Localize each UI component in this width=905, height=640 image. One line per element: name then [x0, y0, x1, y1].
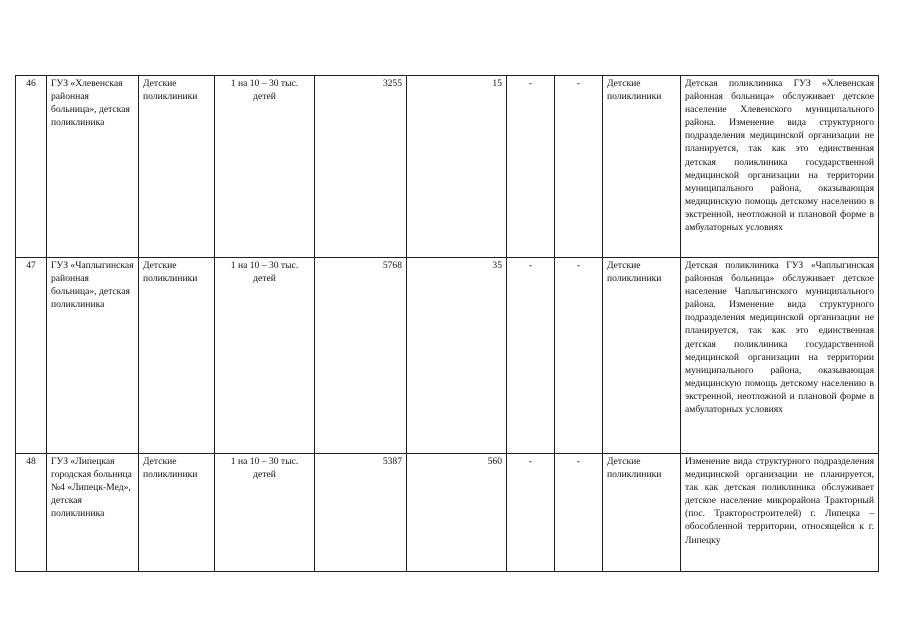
norm-value: 1 на 10 – 30 тыс. детей — [215, 258, 315, 454]
note-text: Детская поликлиника ГУЗ «Хлевенская районная больница» обслуживает детское население Хлевенского муниципального района. Изменение вида структурного подразделения медицинской организации не планируется, так как это единственная детская поликлиника государственной медицинской организации на территории муниципального района, оказывающая медицинскую помощь детскому населению в экстренной, неотложной и плановой форме в амбулаторных условиях — [681, 76, 879, 258]
table-row — [16, 454, 879, 572]
norm-value: 1 на 10 – 30 тыс. детей — [215, 76, 315, 258]
facility-type: Детские поликлиники — [139, 454, 215, 572]
dash-cell: - — [555, 454, 603, 572]
dash-cell: - — [555, 258, 603, 454]
population-value: 5387 — [315, 454, 407, 572]
distance-value: 15 — [407, 76, 507, 258]
note-text: Детская поликлиника ГУЗ «Чаплыгинская районная больница» обслуживает детское население Чаплыгинского муниципального района. Изменение вида структурного подразделения медицинской организации не планируется, так как это единственная детская поликлиника государственной медицинской организации на территории муниципального района, оказывающая медицинскую помощь детскому населению в экстренной, неотложной и плановой форме в амбулаторных условиях — [681, 258, 879, 454]
table-row — [16, 258, 879, 454]
distance-value: 35 — [407, 258, 507, 454]
note-text: Изменение вида структурного подразделения медицинской организации не планируется, так как детская поликлиника обслуживает детское население микрорайона Тракторный (пос. Тракторостроителей) г. Липецка – обособленной территории, относящейся к г. Липецку — [681, 454, 879, 572]
organization-name: ГУЗ «Чаплыгинская районная больница», детская поликлиника — [47, 258, 139, 454]
row-number: 46 — [16, 76, 47, 258]
norm-value: 1 на 10 – 30 тыс. детей — [215, 454, 315, 572]
dash-cell: - — [507, 258, 555, 454]
row-number: 47 — [16, 258, 47, 454]
organization-name: ГУЗ «Хлевенская районная больница», детская поликлиника — [47, 76, 139, 258]
population-value: 3255 — [315, 76, 407, 258]
facility-type: Детские поликлиники — [139, 76, 215, 258]
dash-cell: - — [555, 76, 603, 258]
facility-type-target: Детские поликлиники — [603, 258, 681, 454]
facility-type: Детские поликлиники — [139, 258, 215, 454]
distance-value: 560 — [407, 454, 507, 572]
dash-cell: - — [507, 454, 555, 572]
row-number: 48 — [16, 454, 47, 572]
organization-name: ГУЗ «Липецкая городская больница №4 «Липецк-Мед», детская поликлиника — [47, 454, 139, 572]
medical-organizations-table — [15, 75, 879, 572]
table-row — [16, 76, 879, 258]
population-value: 5768 — [315, 258, 407, 454]
facility-type-target: Детские поликлиники — [603, 76, 681, 258]
facility-type-target: Детские поликлиники — [603, 454, 681, 572]
dash-cell: - — [507, 76, 555, 258]
